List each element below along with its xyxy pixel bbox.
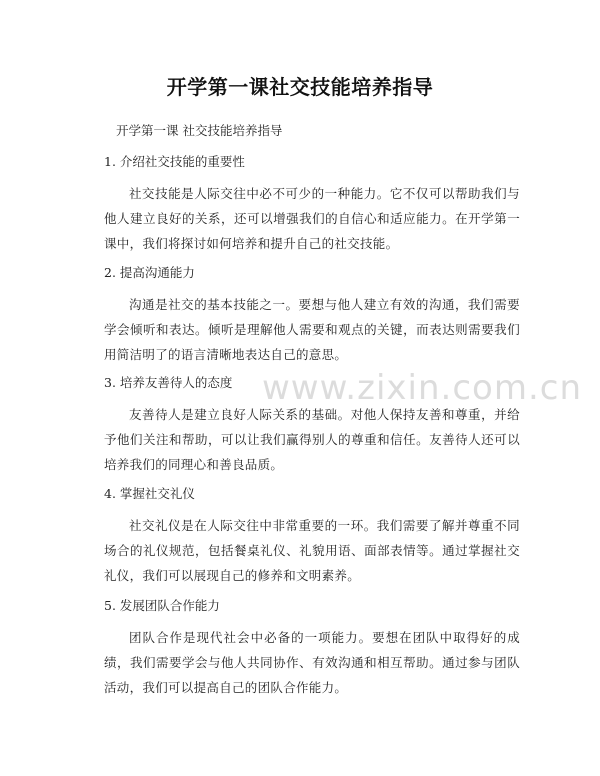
section-paragraph: 社交技能是人际交往中必不可少的一种能力。它不仅可以帮助我们与他人建立良好的关系，还可以增强我们的自信心和适应能力。在开学第一课中，我们将探讨如何培养和提升自己的社交技能。 bbox=[104, 186, 520, 251]
document-title: 开学第一课社交技能培养指导 bbox=[166, 75, 434, 99]
section-heading: 1. 介绍社交技能的重要性 bbox=[104, 154, 245, 169]
section-paragraph: 团队合作是现代社会中必备的一项能力。要想在团队中取得好的成绩，我们需要学会与他人共同协作、有效沟通和相互帮助。通过参与团队活动，我们可以提高自己的团队合作能力。 bbox=[104, 630, 520, 695]
document-subtitle: 开学第一课 社交技能培养指导 bbox=[116, 123, 283, 138]
section-heading: 5. 发展团队合作能力 bbox=[104, 598, 220, 613]
section-paragraph: 社交礼仪是在人际交往中非常重要的一环。我们需要了解并尊重不同场合的礼仪规范，包括餐桌礼仪、礼貌用语、面部表情等。通过掌握社交礼仪，我们可以展现自己的修养和文明素养。 bbox=[104, 518, 520, 583]
section-paragraph: 沟通是社交的基本技能之一。要想与他人建立有效的沟通，我们需要学会倾听和表达。倾听是理解他人需要和观点的关键，而表达则需要我们用简洁明了的语言清晰地表达自己的意思。 bbox=[104, 297, 520, 362]
section-4 bbox=[104, 485, 520, 588]
section-paragraph: 友善待人是建立良好人际关系的基础。对他人保持友善和尊重，并给予他们关注和帮助，可以让我们赢得别人的尊重和信任。友善待人还可以培养我们的同理心和善良品质。 bbox=[104, 407, 520, 472]
section-1 bbox=[104, 153, 520, 256]
section-heading: 3. 培养友善待人的态度 bbox=[104, 375, 233, 390]
section-5 bbox=[104, 597, 520, 700]
section-2 bbox=[104, 264, 520, 367]
section-3 bbox=[104, 374, 520, 477]
section-heading: 4. 掌握社交礼仪 bbox=[104, 486, 195, 501]
section-heading: 2. 提高沟通能力 bbox=[104, 265, 195, 280]
watermark: www.zixin.com.cn bbox=[262, 368, 582, 408]
